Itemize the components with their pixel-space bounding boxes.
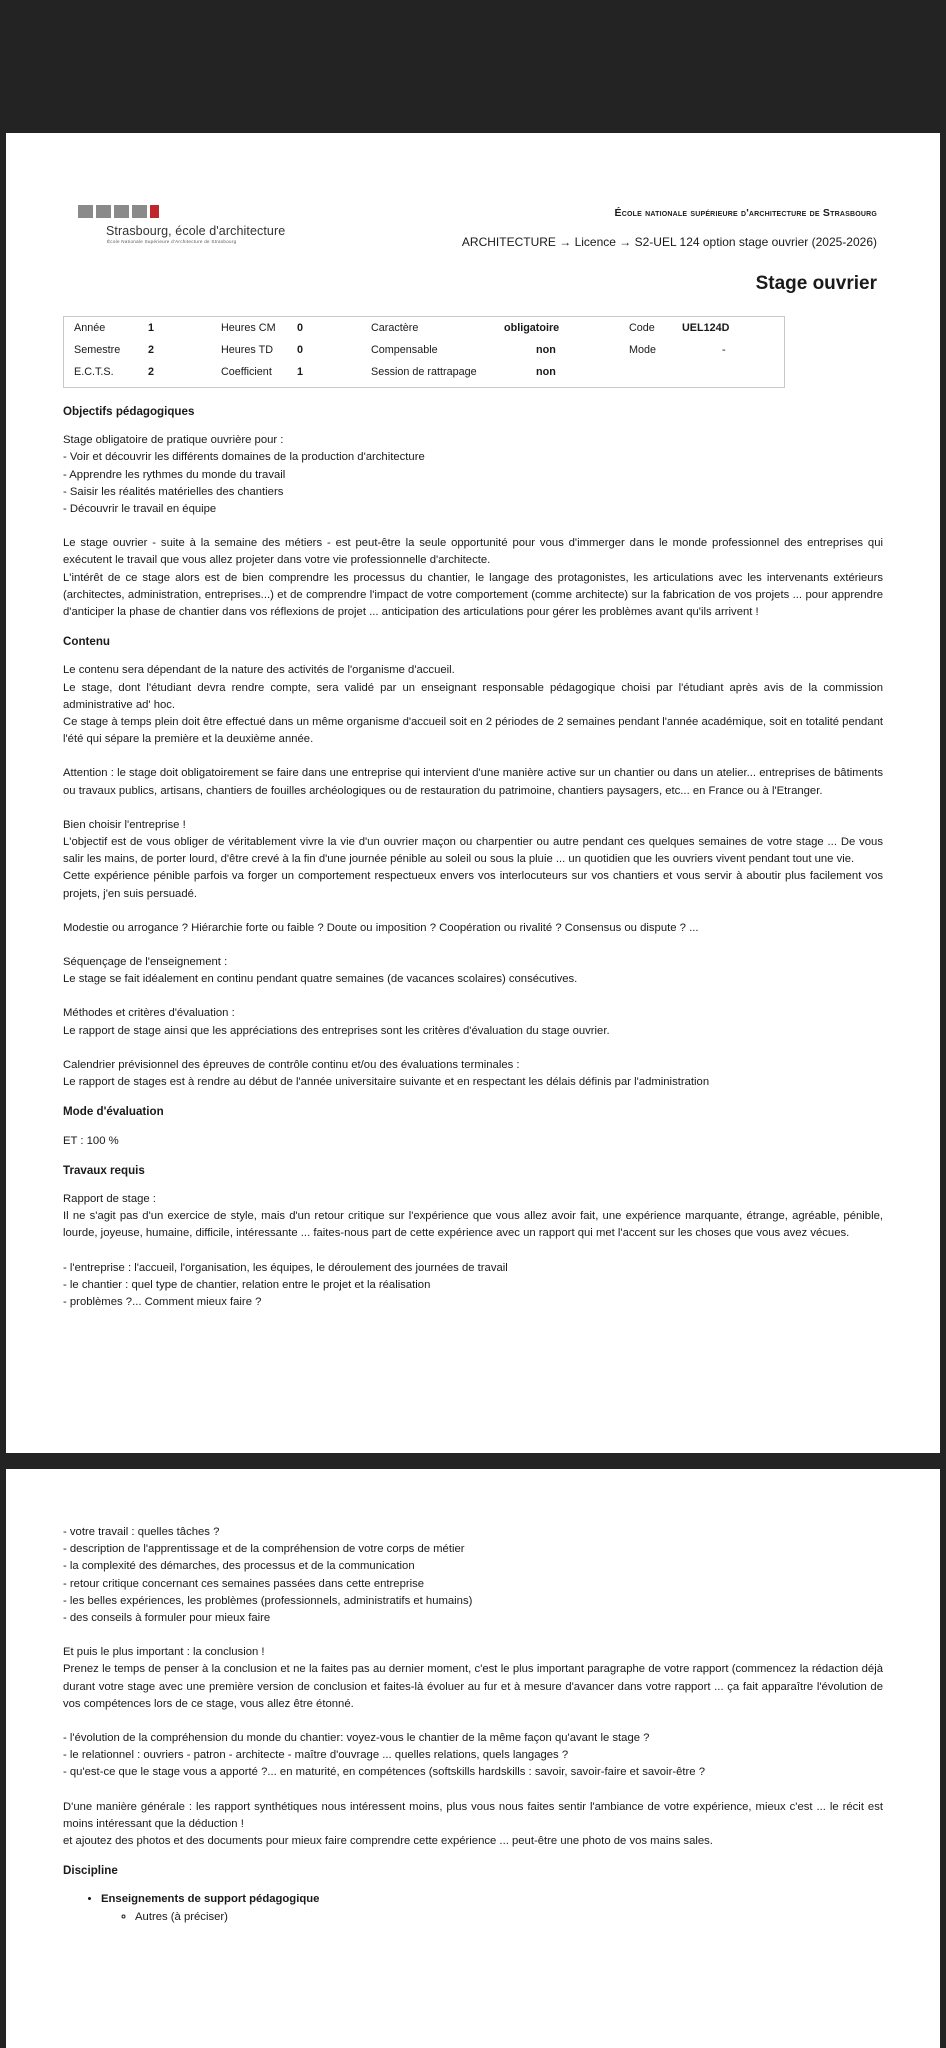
travaux-p1: Rapport de stage : <box>63 1192 156 1205</box>
contenu-p8: Modestie ou arrogance ? Hiérarchie forte ou faible ? Doute ou imposition ? Coopération ou rivalité ? Consensus ou dispute ? ... <box>63 921 699 934</box>
p2-m-item-3: - qu'est-ce que le stage vous a apporté ?... en maturité, en compétences (softskills hardskills : savoir, savoir-faire et savoir-être ? <box>63 1766 705 1779</box>
heures-td-value: 0 <box>297 344 304 356</box>
discipline-sublist <box>101 1909 883 1926</box>
rattrapage-value: non <box>536 366 556 378</box>
discipline-item-label: Enseignements de support pédagogique <box>101 1893 320 1906</box>
semestre-value: 2 <box>148 344 155 356</box>
school-logo <box>70 205 320 244</box>
breadcrumb: ARCHITECTURE → Licence → S2-UEL 124 option stage ouvrier (2025-2026) <box>461 235 877 249</box>
contenu-heading: Contenu <box>63 635 111 649</box>
heures-td-label: Heures TD <box>221 344 274 356</box>
coefficient-label: Coefficient <box>221 366 272 378</box>
contenu-p5: Bien choisir l'entreprise ! <box>63 818 186 831</box>
mode-evaluation-value: ET : 100 % <box>63 1134 119 1147</box>
caractere-value: obligatoire <box>504 322 560 334</box>
p2-item-6: - des conseils à formuler pour mieux faire <box>63 1612 271 1625</box>
contenu-p10: Le stage se fait idéalement en continu pendant quatre semaines (de vacances scolaires) consécutives. <box>63 973 578 986</box>
p2-item-3: - la complexité des démarches, des processus et de la communication <box>63 1560 415 1573</box>
document-page-2 <box>6 1469 940 2048</box>
travaux-item-3: - problèmes ?... Comment mieux faire ? <box>63 1295 262 1308</box>
page1-body <box>63 403 883 1311</box>
travaux-heading: Travaux requis <box>63 1163 145 1177</box>
coefficient-value: 1 <box>297 366 304 378</box>
ects-label: E.C.T.S. <box>74 366 114 378</box>
p2-m-item-1: - l'évolution de la compréhension du monde du chantier: voyez-vous le chantier de la même façon qu'avant le stage ? <box>63 1732 650 1745</box>
school-name: École nationale supérieure d'architecture de Strasbourg <box>614 207 877 219</box>
discipline-item <box>101 1891 883 1925</box>
travaux-item-2: - le chantier : quel type de chantier, relation entre le projet et la réalisation <box>63 1278 431 1291</box>
contenu-p7: Cette expérience pénible parfois va forger un comportement respectueux envers vos interlocuteurs sur vos chantiers et vous servir à aboutir plus facilement vos projets, j'en suis persuadé. <box>63 870 883 900</box>
contenu-p14: Le rapport de stages est à rendre au début de l'année universitaire suivante et en respectant les délais définis par l'administration <box>63 1076 710 1089</box>
course-info-table <box>63 316 785 388</box>
travaux-p2: Il ne s'agit pas d'un exercice de style, mais d'un retour critique sur l'expérience que vous allez avoir fait, une expérience marquante, étrange, agréable, pénible, lourde, joyeuse, humaine, difficile, intéressante ... faites-nous part de cette expérience avec un rapport qui met l'accent sur les choses que vous avez vécues. <box>63 1210 883 1240</box>
p2-item-1: - votre travail : quelles tâches ? <box>63 1526 220 1538</box>
ects-value: 2 <box>148 366 155 378</box>
obj-item-4: - Découvrir le travail en équipe <box>63 503 217 516</box>
objectifs-heading: Objectifs pédagogiques <box>63 405 195 418</box>
page2-body <box>63 1524 883 1926</box>
mode-value: - <box>722 344 726 356</box>
obj-item-2: - Apprendre les rythmes du monde du travail <box>63 468 286 481</box>
annee-value: 1 <box>148 322 155 334</box>
annee-label: Année <box>74 322 106 334</box>
obj-paragraph-2: L'intérêt de ce stage alors est de bien comprendre les processus du chantier, le langage des protagonistes, les articulations avec les intervenants extérieurs (architectes, administration, entreprises...) et de comprendre l'impact de votre comportement (comme architecte) sur la fabrication de vos projets ... pour apprendre d'anticiper la phase de chantier dans vos réflexions de projet ... anticipation des articulations pour gérer les problèmes avant qu'ils arrivent ! <box>63 571 883 619</box>
logo-name: Strasbourg, école d'architecture <box>106 224 286 238</box>
compensable-label: Compensable <box>371 344 438 356</box>
contenu-p2: Le stage, dont l'étudiant devra rendre compte, sera validé par un enseignant responsable pédagogique choisi par l'étudiant après avis de la commission administrative ad' hoc. <box>63 681 883 711</box>
document-page-1 <box>6 133 940 1453</box>
code-value: UEL124D <box>682 322 730 334</box>
obj-item-1: - Voir et découvrir les différents domaines de la production d'architecture <box>63 451 425 464</box>
compensable-value: non <box>536 344 556 356</box>
rattrapage-label: Session de rattrapage <box>371 366 477 378</box>
code-label: Code <box>629 322 655 334</box>
p2-item-5: - les belles expériences, les problèmes (professionnels, administratifs et humains) <box>63 1594 473 1607</box>
contenu-p13: Calendrier prévisionnel des épreuves de contrôle continu et/ou des évaluations terminales : <box>63 1058 520 1071</box>
conclusion-intro: Et puis le plus important : la conclusion ! <box>63 1646 265 1659</box>
obj-intro: Stage obligatoire de pratique ouvrière pour : <box>63 434 284 447</box>
mode-evaluation-heading: Mode d'évaluation <box>63 1105 164 1119</box>
contenu-p11: Méthodes et critères d'évaluation : <box>63 1007 235 1020</box>
page-title: Stage ouvrier <box>755 273 877 294</box>
semestre-label: Semestre <box>74 344 121 356</box>
contenu-p4: Attention : le stage doit obligatoirement se faire dans une entreprise qui intervient d'une manière active sur un chantier ou dans un atelier... entreprises de bâtiments ou travaux publics, artisans, chantiers de fouilles archéologiques ou de restauration du patrimoine, chantiers paysagers, etc... en France ou à l'Etranger. <box>63 767 883 797</box>
mode-label: Mode <box>629 344 657 356</box>
p2-item-4: - retour critique concernant ces semaines passées dans cette entreprise <box>63 1577 425 1590</box>
discipline-subitem: ◦ Autres (à préciser) <box>135 1909 883 1926</box>
travaux-item-1: - l'entreprise : l'accueil, l'organisation, les équipes, le déroulement des journées de travail <box>63 1261 508 1274</box>
p2-item-2: - description de l'apprentissage et de la compréhension de votre corps de métier <box>63 1543 465 1556</box>
general-paragraph: D'une manière générale : les rapport synthétiques nous intéressent moins, plus vous nous faites sentir l'ambiance de votre expérience, mieux c'est ... le récit est moins intéressant que la déduction ! <box>63 1800 883 1830</box>
obj-paragraph-1: Le stage ouvrier - suite à la semaine des métiers - est peut-être la seule opportunité pour vous d'immerger dans le monde professionnel des entreprises qui exécutent le travail que vous allez projeter dans votre vie professionnelle d'architecte. <box>63 537 883 567</box>
p2-m-item-2: - le relationnel : ouvriers - patron - architecte - maître d'ouvrage ... quelles relations, quels langages ? <box>63 1749 569 1762</box>
discipline-list <box>63 1891 883 1925</box>
logo-subtitle: École Nationale Supérieure d'Architecture de Strasbourg <box>107 239 237 244</box>
photos-paragraph: et ajoutez des photos et des documents pour mieux faire comprendre cette expérience ... peut-être une photo de vos mains sales. <box>63 1835 713 1848</box>
contenu-p3: Ce stage à temps plein doit être effectué dans un même organisme d'accueil soit en 2 périodes de 2 semaines pendant l'année académique, soit en totalité pendant l'été qui sépare la première et la deuxième année. <box>63 716 883 746</box>
heures-cm-value: 0 <box>297 322 304 334</box>
contenu-p1: Le contenu sera dépendant de la nature des activités de l'organisme d'accueil. <box>63 664 455 677</box>
logo-mark <box>78 205 320 218</box>
discipline-heading: Discipline <box>63 1864 118 1878</box>
contenu-p9: Séquençage de l'enseignement : <box>63 956 228 969</box>
contenu-p6: L'objectif est de vous obliger de véritablement vivre la vie d'un ouvrier maçon ou charpentier ou autre pendant ces quelques semaines de votre stage ... De vous salir les mains, de porter lourd, d'être crevé à la fin d'une journée pénible au soleil ou sous la pluie ... un quotidien que les ouvriers vivent pendant tout une vie. <box>63 836 883 866</box>
heures-cm-label: Heures CM <box>221 322 276 334</box>
contenu-p12: Le rapport de stage ainsi que les appréciations des entreprises sont les critères d'évaluation du stage ouvrier. <box>63 1024 610 1037</box>
caractere-label: Caractère <box>371 322 419 334</box>
obj-item-3: - Saisir les réalités matérielles des chantiers <box>63 485 284 498</box>
conclusion-paragraph: Prenez le temps de penser à la conclusion et ne la faites pas au dernier moment, c'est le plus important paragraphe de votre rapport (commencez la rédaction déjà durant votre stage avec une première version de conclusion et faites-là évoluer au fur et à mesure d'avancer dans votre rapport ... ça fait apparaître l'évolution de vos compétences lors de ce stage, vous allez être étonné. <box>63 1663 883 1710</box>
